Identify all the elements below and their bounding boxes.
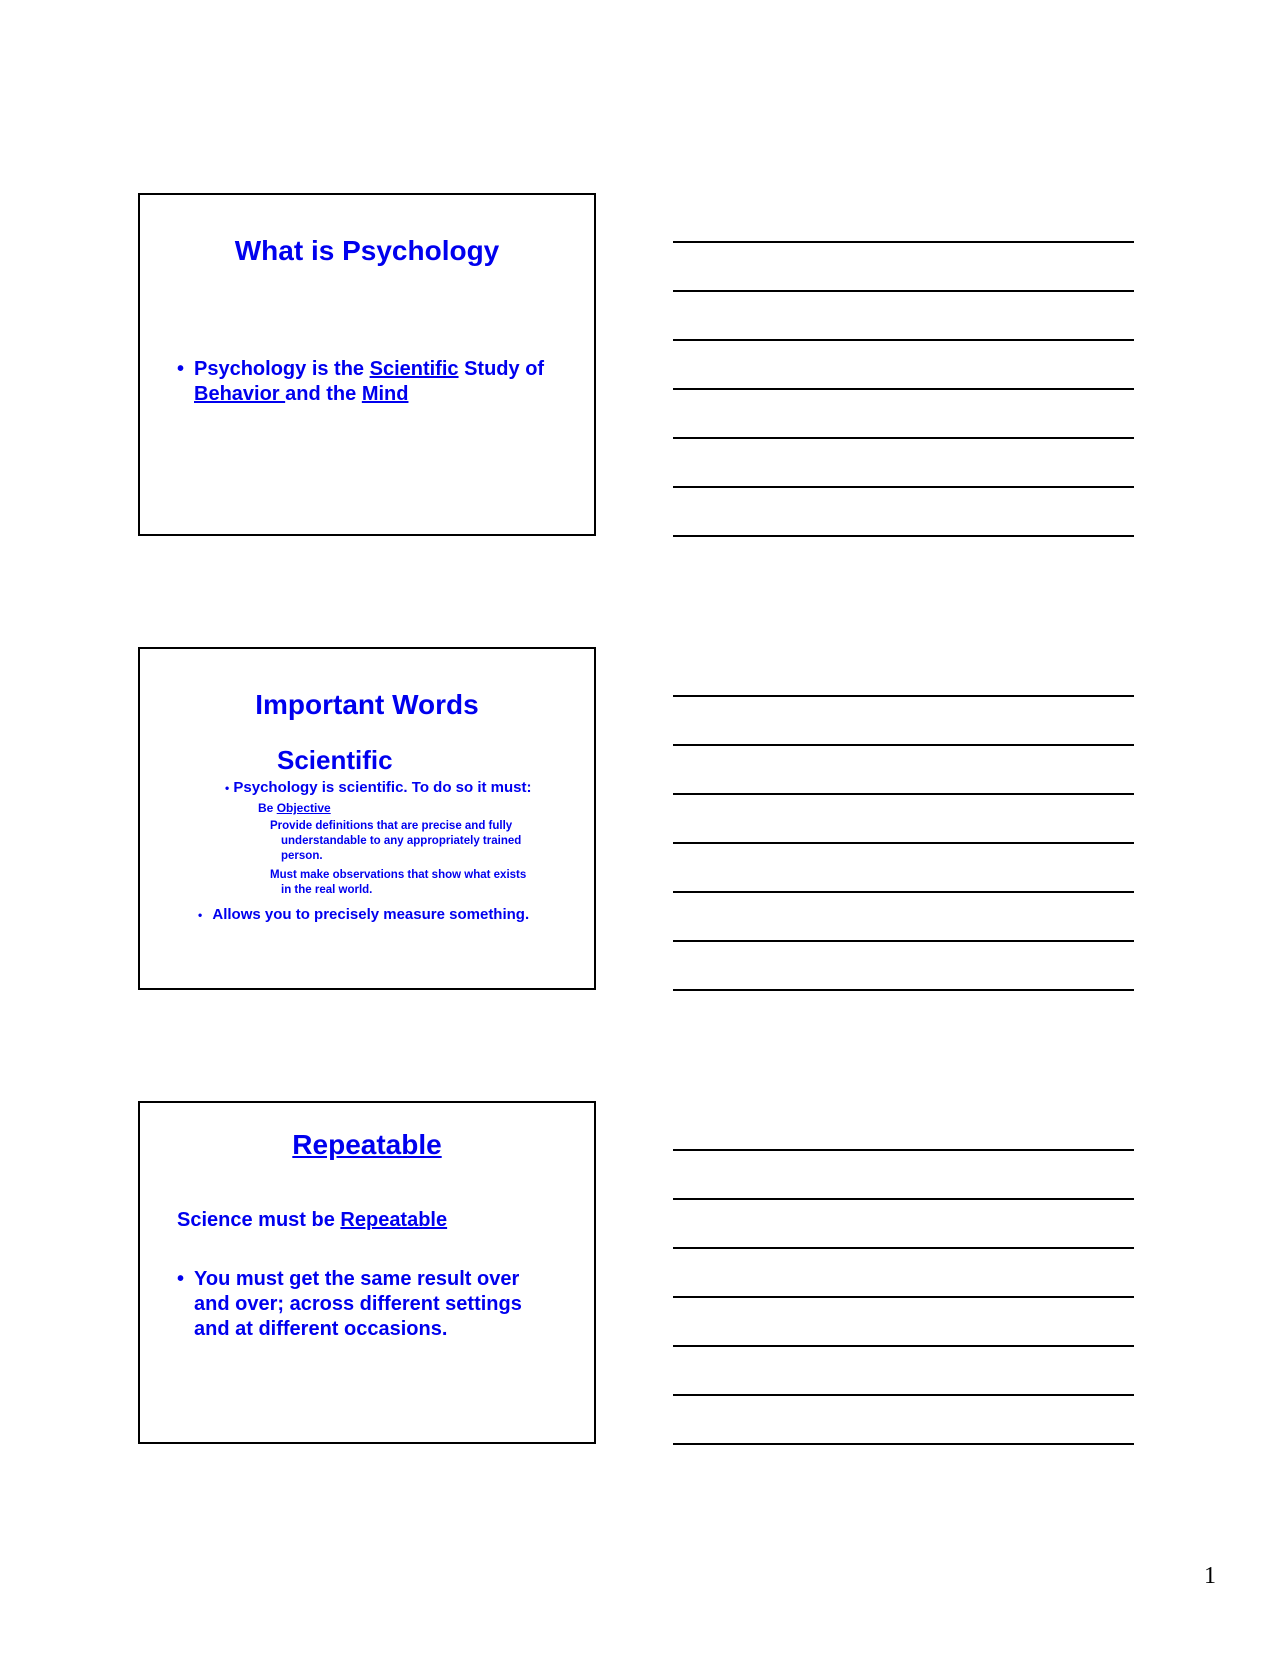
bullet-measure: • Allows you to precisely measure something.	[198, 906, 530, 923]
note-line	[673, 891, 1134, 893]
note-line	[673, 940, 1134, 942]
note-line	[673, 695, 1134, 697]
slide-title: Important Words	[255, 689, 479, 720]
note-line	[673, 241, 1134, 243]
science-line: Science must be Repeatable	[177, 1209, 448, 1231]
slide-what-is-psychology	[138, 193, 596, 536]
link-objective: Objective	[276, 801, 331, 815]
note-line	[673, 1443, 1134, 1445]
note-line	[673, 339, 1134, 341]
slide-title: What is Psychology	[234, 235, 500, 266]
note-line	[673, 793, 1134, 795]
note-line	[673, 388, 1134, 390]
link-repeatable: Repeatable	[340, 1209, 448, 1231]
link-behavior: Behavior	[194, 383, 286, 405]
note-line	[673, 1394, 1134, 1396]
note-line	[673, 290, 1134, 292]
note-line	[673, 437, 1134, 439]
bullet-scientific: • Psychology is scientific. To do so it must:	[225, 779, 532, 796]
note-line	[673, 486, 1134, 488]
bullet-definition: • Psychology is the Scientific Study of Behavior and the Mind	[177, 358, 545, 405]
note-line	[673, 744, 1134, 746]
note-line	[673, 535, 1134, 537]
note-line	[673, 989, 1134, 991]
note-line	[673, 1345, 1134, 1347]
slide-subtitle: Scientific	[277, 745, 393, 775]
bullet-same-result: • You must get the same result over and over; across different settings and at different occasions.	[177, 1268, 522, 1340]
slide-important-words	[138, 647, 596, 990]
note-line	[673, 1198, 1134, 1200]
link-mind: Mind	[361, 383, 409, 405]
slide-repeatable	[138, 1101, 596, 1444]
slide-title: Repeatable	[292, 1129, 442, 1160]
link-scientific: Scientific	[369, 358, 459, 380]
sub-bullet-objective: Be Objective	[258, 801, 331, 815]
detail-observations: Must make observations that show what exists in the real world.	[270, 869, 527, 896]
detail-definitions: Provide definitions that are precise and fully understandable to any appropriately trained person.	[270, 820, 522, 862]
note-line	[673, 1296, 1134, 1298]
note-line	[673, 842, 1134, 844]
note-line	[673, 1247, 1134, 1249]
note-line	[673, 1149, 1134, 1151]
page-number: 1	[1204, 1563, 1216, 1589]
